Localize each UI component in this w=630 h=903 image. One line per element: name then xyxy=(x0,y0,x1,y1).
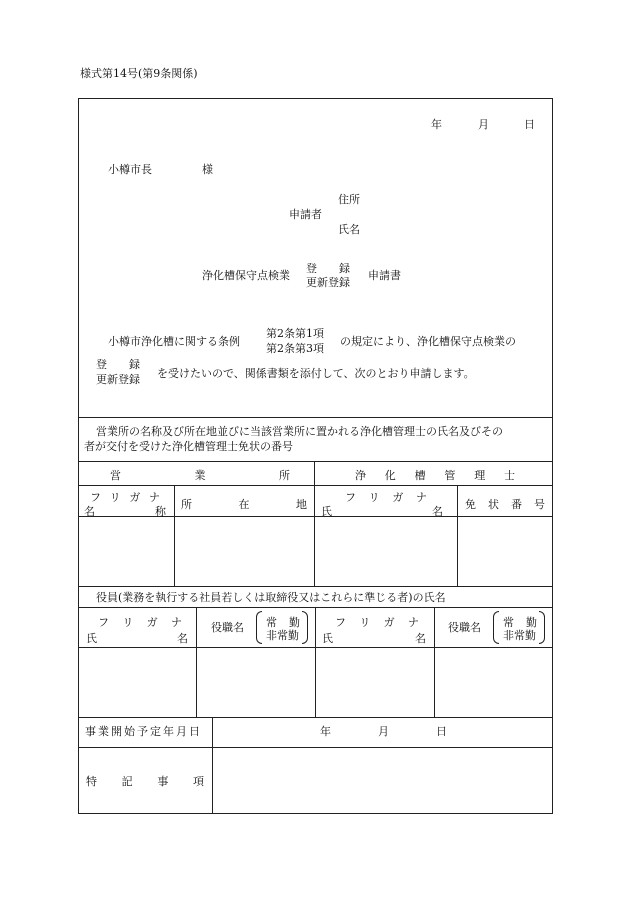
license-char: 状 xyxy=(488,498,499,511)
divider xyxy=(196,607,197,717)
office-char: 所 xyxy=(279,469,290,482)
license-char: 番 xyxy=(511,498,522,511)
furigana-char: フ xyxy=(90,491,101,504)
divider xyxy=(78,485,553,486)
divider xyxy=(174,485,175,586)
start-date-month: 月 xyxy=(378,725,389,738)
section1-title-line2: 者が交付を受けた浄化槽管理士免状の番号 xyxy=(84,440,293,453)
applicant-label: 申請者 xyxy=(289,208,322,221)
fulltime-char: 常 xyxy=(503,616,514,629)
location-char: 所 xyxy=(181,498,192,511)
date-month: 月 xyxy=(478,118,489,131)
s1-col4-license xyxy=(465,496,545,512)
furigana-char: ナ xyxy=(415,491,427,504)
furigana-char: ナ xyxy=(170,616,182,629)
section1-manager-header xyxy=(355,467,515,483)
start-date-year: 年 xyxy=(320,725,331,738)
s1-col2-location xyxy=(181,496,307,512)
divider xyxy=(315,607,316,717)
s2-right-position: 役職名 xyxy=(448,621,481,634)
person-name-char: 名 xyxy=(415,632,426,645)
body-option-register: 登 録 xyxy=(96,358,140,371)
license-char: 号 xyxy=(534,498,545,511)
location-char: 地 xyxy=(296,498,307,511)
furigana-char: リ xyxy=(122,616,134,629)
applicant-name-label: 氏名 xyxy=(338,223,360,236)
body-line1-b: の規定により、浄化槽保守点検業の xyxy=(340,335,516,348)
license-char: 免 xyxy=(465,498,476,511)
start-date-day: 日 xyxy=(436,725,447,738)
divider xyxy=(314,461,315,586)
s1-col1-name xyxy=(84,503,166,519)
s2-left-fulltime xyxy=(266,614,300,630)
fulltime-char: 勤 xyxy=(289,616,300,629)
bracket-right xyxy=(302,611,308,644)
section1-office-header xyxy=(110,467,290,483)
title-suffix: 申請書 xyxy=(368,269,401,282)
s2-right-parttime: 非常勤 xyxy=(503,629,536,642)
person-name-char: 氏 xyxy=(321,505,332,518)
manager-char: 管 xyxy=(444,469,456,482)
s2-left-position: 役職名 xyxy=(211,621,244,634)
furigana-char: フ xyxy=(98,616,109,629)
furigana-char: ナ xyxy=(407,616,419,629)
s2-right-fulltime xyxy=(503,614,537,630)
title-prefix: 浄化槽保守点検業 xyxy=(202,269,290,282)
title-option-renew: 更新登録 xyxy=(306,276,350,289)
fulltime-char: 常 xyxy=(266,616,277,629)
name-char: 称 xyxy=(155,505,166,518)
form-number: 様式第14号(第9条関係) xyxy=(80,67,198,80)
divider xyxy=(78,417,553,418)
section2-title: 役員(業務を執行する社員若しくは取締役又はこれらに準じる者)の氏名 xyxy=(96,591,446,604)
addressee-honorific: 様 xyxy=(202,163,213,176)
furigana-char: リ xyxy=(109,491,121,504)
person-name-char: 氏 xyxy=(322,632,333,645)
body-line1-a: 小樽市浄化槽に関する条例 xyxy=(108,335,240,348)
manager-char: 槽 xyxy=(414,469,426,482)
fulltime-char: 勤 xyxy=(526,616,537,629)
name-char: 名 xyxy=(84,505,95,518)
remarks-char: 特 xyxy=(86,775,97,788)
s2-left-furigana xyxy=(98,614,182,630)
divider xyxy=(78,461,553,462)
s2-left-name xyxy=(86,630,188,646)
remarks-char: 記 xyxy=(121,775,133,788)
manager-char: 理 xyxy=(474,469,486,482)
location-char: 在 xyxy=(238,498,250,511)
person-name-char: 名 xyxy=(432,505,443,518)
applicant-address-label: 住所 xyxy=(338,193,360,206)
date-year: 年 xyxy=(431,118,442,131)
divider xyxy=(434,607,435,717)
furigana-char: ガ xyxy=(383,616,395,629)
furigana-char: リ xyxy=(368,491,380,504)
body-line2: を受けたいので、関係書類を添付して、次のとおり申請します。 xyxy=(157,367,475,380)
person-name-char: 氏 xyxy=(86,632,97,645)
remarks-label xyxy=(86,773,204,789)
manager-char: 化 xyxy=(384,469,396,482)
s1-col3-name xyxy=(321,503,443,519)
start-date-label: 事業開始予定年月日 xyxy=(85,725,202,738)
divider xyxy=(78,586,553,587)
bracket-right xyxy=(539,611,545,644)
body-option-renew: 更新登録 xyxy=(96,373,140,386)
person-name-char: 名 xyxy=(177,632,188,645)
addressee-name: 小樽市長 xyxy=(108,163,152,176)
remarks-char: 事 xyxy=(157,775,169,788)
section1-title-line1: 営業所の名称及び所在地並びに当該営業所に置かれる浄化槽管理士の氏名及びその xyxy=(96,425,503,438)
furigana-char: ガ xyxy=(129,491,141,504)
furigana-char: リ xyxy=(359,616,371,629)
body-clause-3: 第2条第3項 xyxy=(266,342,324,355)
divider xyxy=(212,717,213,814)
s2-right-name xyxy=(322,630,426,646)
remarks-char: 項 xyxy=(192,775,204,788)
body-clause-1: 第2条第1項 xyxy=(266,327,324,340)
title-option-register: 登 録 xyxy=(306,262,350,275)
manager-char: 浄 xyxy=(355,469,366,482)
bracket-left xyxy=(493,611,499,644)
divider xyxy=(78,717,553,718)
office-char: 営 xyxy=(110,469,121,482)
divider xyxy=(457,485,458,586)
furigana-char: ガ xyxy=(146,616,158,629)
manager-char: 士 xyxy=(503,469,515,482)
furigana-char: ナ xyxy=(148,491,160,504)
s2-left-parttime: 非常勤 xyxy=(266,629,299,642)
s2-right-furigana xyxy=(335,614,419,630)
furigana-char: フ xyxy=(345,491,356,504)
date-day: 日 xyxy=(524,118,535,131)
furigana-char: ガ xyxy=(392,491,404,504)
bracket-left xyxy=(256,611,262,644)
office-char: 業 xyxy=(194,469,206,482)
divider xyxy=(78,747,553,748)
furigana-char: フ xyxy=(335,616,346,629)
